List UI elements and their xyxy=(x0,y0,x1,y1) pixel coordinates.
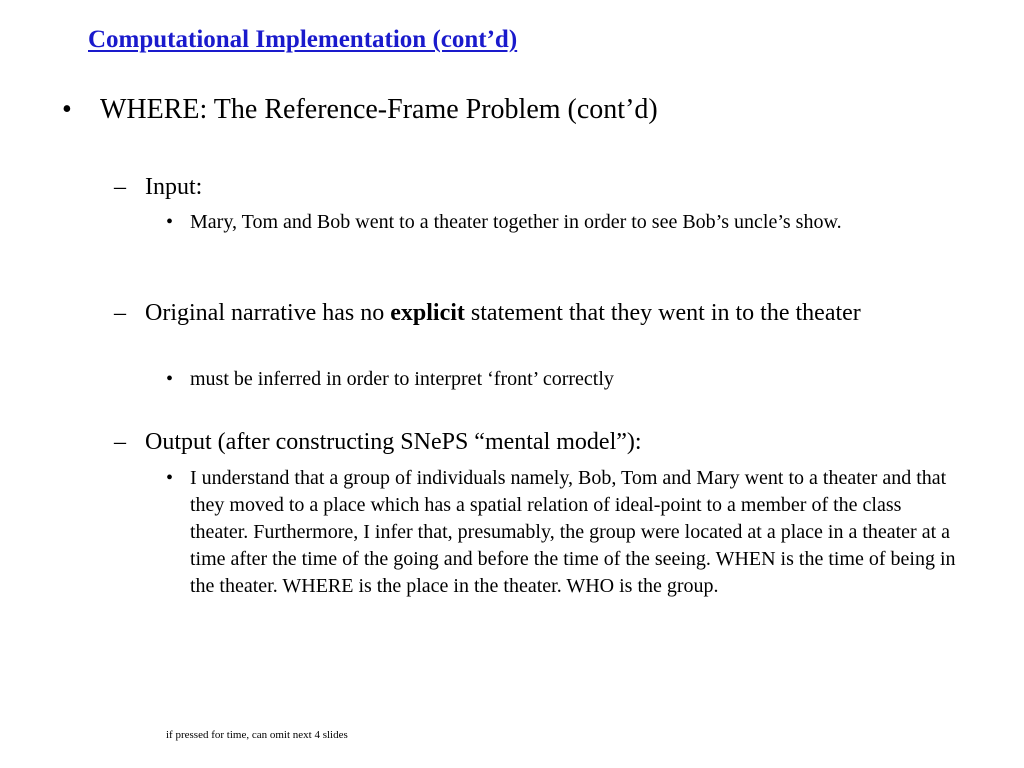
dash-marker: – xyxy=(114,300,126,326)
bullet-marker: • xyxy=(166,467,174,489)
narrative-note-text: must be inferred in order to interpret ‘front’ correctly xyxy=(190,368,614,390)
narrative-emphasis: explicit xyxy=(390,300,465,326)
bullet-marker: • xyxy=(62,94,72,125)
bullet-marker: • xyxy=(166,368,174,390)
narrative-note-item xyxy=(166,366,966,393)
output-description-text: I understand that a group of individuals namely, Bob, Tom and Mary went to a theater and that they moved to a place which has a spatial relation of ideal-point to a member of the class theater. Furthermore, I infer that, presumably, the group were located at a place in a theater at a time after the time of the going and before the time of the seeing. WHEN is the time of being in the theater. WHERE is the place in the theater. WHO is the group. xyxy=(190,467,956,597)
output-label: Output (after constructing SNePS “mental model”): xyxy=(145,429,642,455)
input-subbullet xyxy=(114,172,944,202)
narrative-text-after: statement that they went in to the theater xyxy=(464,300,861,326)
narrative-subbullet xyxy=(114,298,914,328)
output-subbullet xyxy=(114,427,944,457)
bullet-marker: • xyxy=(166,211,174,233)
footnote: if pressed for time, can omit next 4 slides xyxy=(166,729,348,741)
slide-title: Computational Implementation (cont’d) xyxy=(88,26,518,53)
dash-marker: – xyxy=(114,174,126,200)
narrative-text xyxy=(145,298,915,328)
main-bullet-text: WHERE: The Reference-Frame Problem (cont’d) xyxy=(100,94,658,125)
input-example-text: Mary, Tom and Bob went to a theater together in order to see Bob’s uncle’s show. xyxy=(190,211,842,233)
narrative-text-before: Original narrative has no xyxy=(145,300,391,326)
input-example-item xyxy=(166,209,966,236)
input-label: Input: xyxy=(145,174,203,200)
output-description-item xyxy=(166,465,966,600)
dash-marker: – xyxy=(114,429,126,455)
